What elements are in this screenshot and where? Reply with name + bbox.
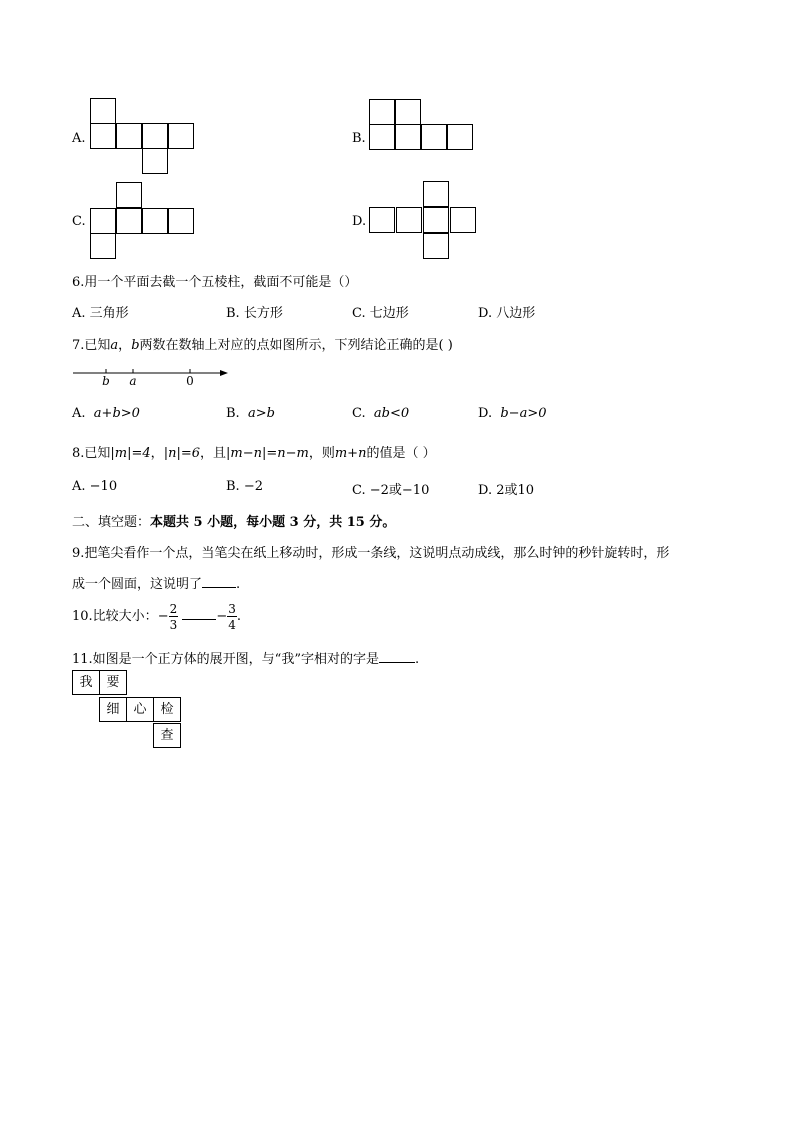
cube-net-characters xyxy=(72,670,184,750)
option-c-label: C. xyxy=(72,214,86,229)
q6-option-a: A. 三角形 xyxy=(72,306,129,321)
q6-option-b: B. 长方形 xyxy=(226,306,283,321)
label-b: b xyxy=(102,374,110,388)
fraction-two-thirds: $\frac{2}{3}$ xyxy=(169,601,178,632)
net-cell-xin: 心 xyxy=(126,697,154,722)
q9-line-1: 9.把笔尖看作一个点，当笔尖在纸上移动时，形成一条线，这说明点动成线，那么时钟的秒针旋转时，形 xyxy=(72,546,670,561)
option-a-label: A. xyxy=(72,131,86,146)
section-2-heading: 二、填空题：本题共 5 小题，每小题 3 分，共 15 分。 xyxy=(72,515,396,530)
net-cell-yao: 要 xyxy=(99,670,127,695)
q9-answer-blank[interactable] xyxy=(202,587,236,588)
q7-option-b: B. a>b xyxy=(226,406,275,421)
q7-option-c: C. ab<0 xyxy=(352,406,410,421)
q7-option-d: D. b−a>0 xyxy=(478,406,547,421)
q7-stem: 7.已知a，b两数在数轴上对应的点如图所示，下列结论正确的是( ) xyxy=(72,338,453,353)
q9-line-2: 成一个圆面，这说明了 . xyxy=(72,577,241,592)
option-b-label: B. xyxy=(352,131,366,146)
q8-option-a: A. −10 xyxy=(72,479,118,494)
q11-stem: 11.如图是一个正方体的展开图，与“我”字相对的字是 . xyxy=(72,652,420,667)
q10-answer-blank[interactable] xyxy=(182,619,216,620)
q8-option-d: D. 2或10 xyxy=(478,483,535,498)
q7-option-a: A. a+b>0 xyxy=(72,406,140,421)
q6-option-d: D. 八边形 xyxy=(478,306,536,321)
q11-answer-blank[interactable] xyxy=(379,662,415,663)
net-cell-cha: 查 xyxy=(153,723,181,748)
number-line-arrow xyxy=(220,370,228,376)
net-cell-wo: 我 xyxy=(72,670,100,695)
q6-option-c: C. 七边形 xyxy=(352,306,409,321)
fraction-three-quarters: $\frac{3}{4}$ xyxy=(228,601,236,632)
q10-stem: 10.比较大小：− $\frac{2}{3}$ − $\frac{3}{4}$ . xyxy=(72,601,242,632)
q8-stem: 8.已知|m|=4，|n|=6，且|m−n|=n−m，则m+n的值是（ ） xyxy=(72,446,436,461)
net-cell-xi: 细 xyxy=(99,697,127,722)
q6-stem: 6.用一个平面去截一个五棱柱，截面不可能是（） xyxy=(72,275,358,290)
number-line xyxy=(70,366,235,388)
q8-option-c: C. −2或−10 xyxy=(352,483,430,498)
label-zero: 0 xyxy=(186,374,194,388)
q8-option-b: B. −2 xyxy=(226,479,263,494)
net-cell-jian: 检 xyxy=(153,697,181,722)
option-d-label: D. xyxy=(352,214,367,229)
label-a: a xyxy=(129,374,137,388)
